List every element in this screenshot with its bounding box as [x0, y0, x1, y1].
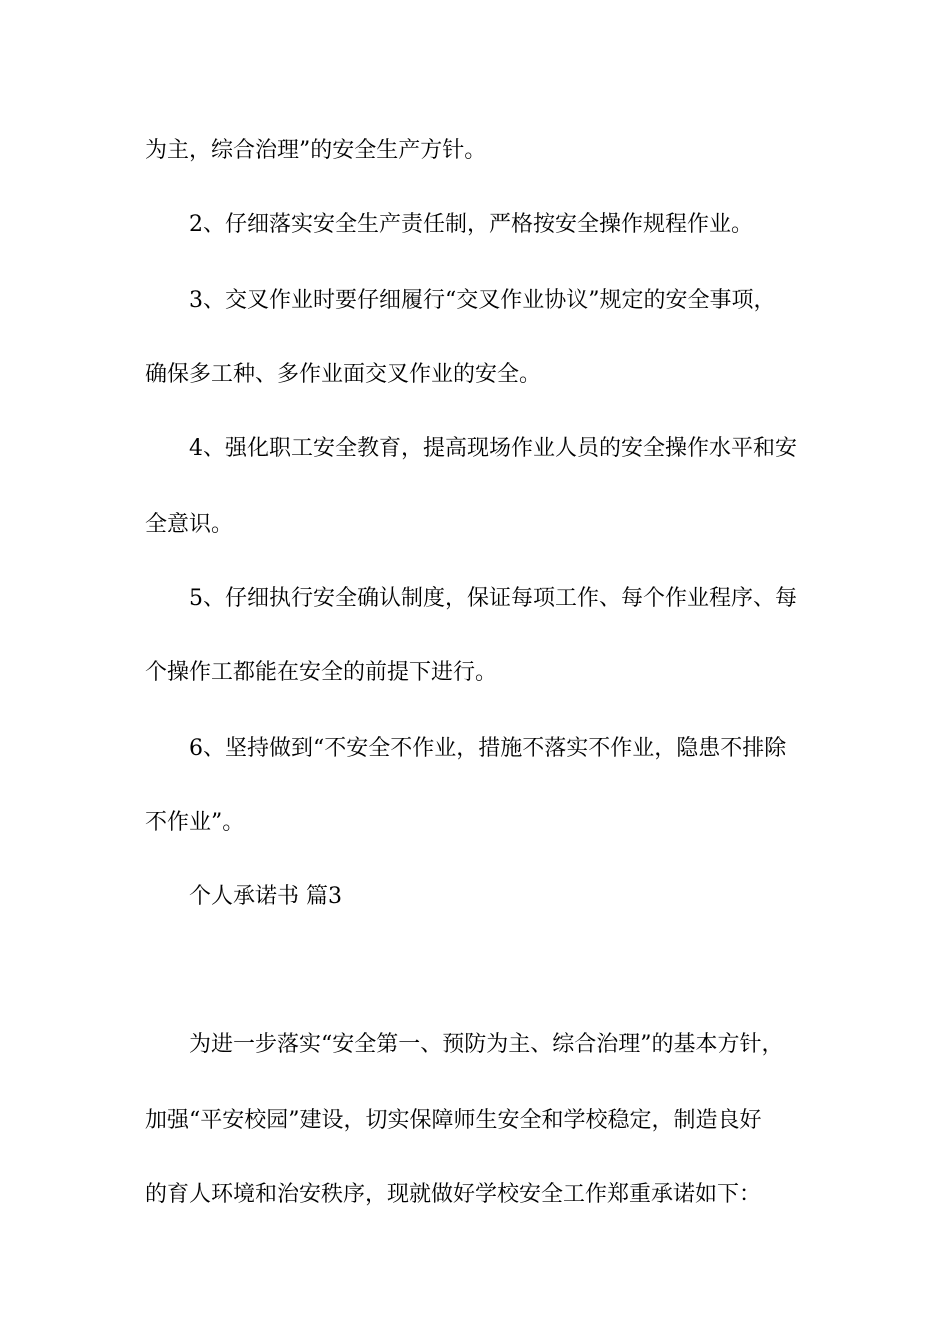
body-text-line: 4、强化职工安全教育，提高现场作业人员的安全操作水平和安: [189, 436, 797, 461]
body-text-line: 5、仔细执行安全确认制度，保证每项工作、每个作业程序、每: [189, 586, 797, 611]
section-heading: 个人承诺书 篇3: [189, 884, 342, 909]
body-text-line: 为进一步落实“安全第一、预防为主、综合治理”的基本方针，: [189, 1032, 784, 1057]
body-text-line: 不作业”。: [145, 810, 245, 835]
body-text-line: 的育人环境和治安秩序，现就做好学校安全工作郑重承诺如下：: [145, 1182, 762, 1207]
body-text-line: 全意识。: [145, 512, 234, 537]
body-text-line: 6、坚持做到“不安全不作业，措施不落实不作业，隐患不排除: [189, 736, 787, 761]
body-text-line: 2、仔细落实安全生产责任制，严格按安全操作规程作业。: [189, 212, 753, 237]
body-text-line: 3、交叉作业时要仔细履行“交叉作业协议”规定的安全事项，: [189, 288, 776, 313]
body-text-line: 加强“平安校园”建设，切实保障师生安全和学校稳定，制造良好: [145, 1108, 762, 1133]
body-text-line: 确保多工种、多作业面交叉作业的安全。: [145, 362, 542, 387]
body-text-line: 个操作工都能在安全的前提下进行。: [145, 660, 498, 685]
body-text-line: 为主，综合治理”的安全生产方针。: [145, 138, 487, 163]
